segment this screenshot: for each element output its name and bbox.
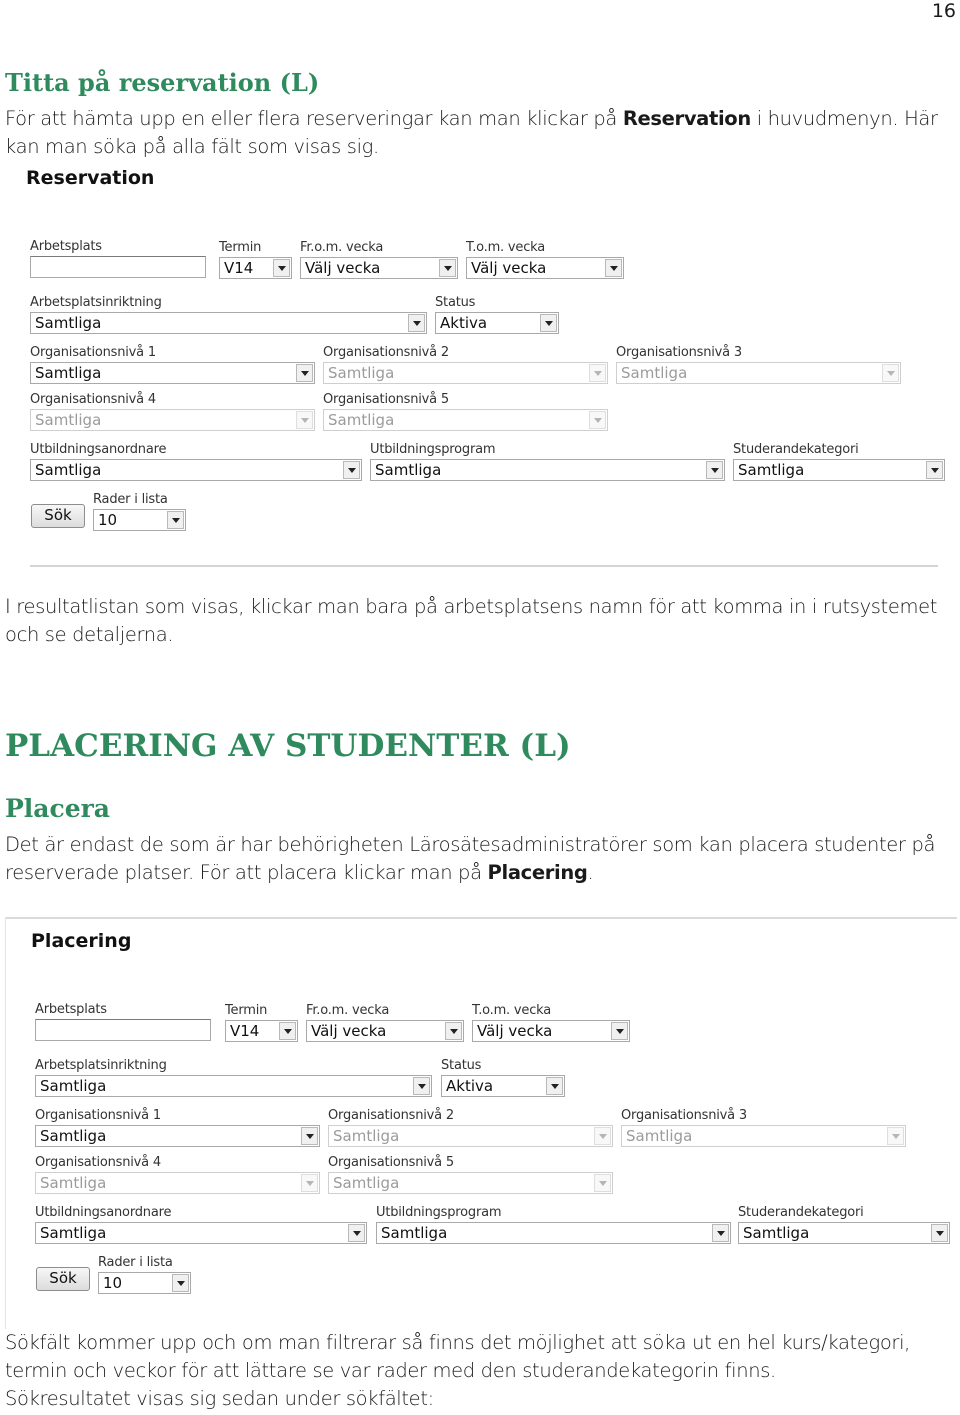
page-number: 16 bbox=[931, 0, 956, 22]
intro-bold: Reservation bbox=[622, 107, 751, 130]
label-org2: Organisationsnivå 2 bbox=[328, 1108, 454, 1123]
subheading-placera: Placera bbox=[5, 794, 110, 823]
rows-select[interactable]: 10 bbox=[93, 509, 186, 531]
label-org4: Organisationsnivå 4 bbox=[30, 392, 156, 407]
termin-select[interactable]: V14 bbox=[225, 1020, 298, 1042]
section-heading-reservation: Titta på reservation (L) bbox=[5, 68, 320, 97]
form-title: Placering bbox=[31, 930, 132, 952]
kategori-select[interactable]: Samtliga bbox=[738, 1222, 950, 1244]
reservation-form-screenshot bbox=[0, 160, 960, 550]
label-inriktning: Arbetsplatsinriktning bbox=[35, 1058, 167, 1073]
org1-select[interactable]: Samtliga bbox=[30, 362, 315, 384]
label-kategori: Studerandekategori bbox=[733, 442, 859, 457]
final-line-2: termin och veckor för att lättare se var rader med den studerandekategorin finns. bbox=[5, 1359, 776, 1382]
label-inriktning: Arbetsplatsinriktning bbox=[30, 295, 162, 310]
inriktning-select[interactable]: Samtliga bbox=[35, 1075, 432, 1097]
chevron-down-icon bbox=[706, 461, 723, 479]
chevron-down-icon bbox=[301, 1127, 318, 1145]
divider bbox=[30, 565, 938, 567]
org4-select[interactable]: Samtliga bbox=[35, 1172, 320, 1194]
org2-select[interactable]: Samtliga bbox=[328, 1125, 613, 1147]
label-to-week: T.o.m. vecka bbox=[472, 1003, 552, 1018]
inriktning-select[interactable]: Samtliga bbox=[30, 312, 427, 334]
final-paragraph bbox=[5, 1329, 955, 1413]
label-org1: Organisationsnivå 1 bbox=[30, 345, 156, 360]
chevron-down-icon bbox=[273, 259, 290, 277]
chevron-down-icon bbox=[589, 364, 606, 382]
org2-select[interactable]: Samtliga bbox=[323, 362, 608, 384]
label-anordnare: Utbildningsanordnare bbox=[35, 1205, 172, 1220]
chevron-down-icon bbox=[343, 461, 360, 479]
label-program: Utbildningsprogram bbox=[370, 442, 496, 457]
chevron-down-icon bbox=[540, 314, 557, 332]
org5-select[interactable]: Samtliga bbox=[323, 409, 608, 431]
label-termin: Termin bbox=[219, 240, 262, 255]
label-status: Status bbox=[435, 295, 476, 310]
arbetsplats-input[interactable] bbox=[30, 256, 206, 278]
placering-form-screenshot bbox=[6, 919, 956, 1324]
chevron-down-icon bbox=[926, 461, 943, 479]
intro-text: För att hämta upp en eller flera reserveringar kan man klickar på bbox=[5, 107, 623, 130]
chevron-down-icon bbox=[594, 1174, 611, 1192]
chevron-down-icon bbox=[882, 364, 899, 382]
intro-bold: Placering bbox=[487, 861, 588, 884]
from-week-select[interactable]: Välj vecka bbox=[306, 1020, 464, 1042]
result-paragraph: I resultatlistan som visas, klickar man bara på arbetsplatsens namn för att komma in i rutsystemet och se detaljerna. bbox=[5, 595, 938, 646]
label-termin: Termin bbox=[225, 1003, 268, 1018]
intro-text-end: . bbox=[587, 861, 594, 884]
intro-paragraph-placering bbox=[5, 831, 955, 887]
label-from-week: Fr.o.m. vecka bbox=[306, 1003, 390, 1018]
form-title: Reservation bbox=[26, 167, 155, 189]
chevron-down-icon bbox=[172, 1274, 189, 1292]
org1-select[interactable]: Samtliga bbox=[35, 1125, 320, 1147]
intro-paragraph-reservation bbox=[5, 105, 955, 161]
chevron-down-icon bbox=[611, 1022, 628, 1040]
chevron-down-icon bbox=[594, 1127, 611, 1145]
chevron-down-icon bbox=[712, 1224, 729, 1242]
section-heading-placering: PLACERING AV STUDENTER (L) bbox=[5, 728, 571, 764]
anordnare-select[interactable]: Samtliga bbox=[30, 459, 362, 481]
org3-select[interactable]: Samtliga bbox=[621, 1125, 906, 1147]
label-status: Status bbox=[441, 1058, 482, 1073]
label-org5: Organisationsnivå 5 bbox=[323, 392, 449, 407]
chevron-down-icon bbox=[605, 259, 622, 277]
org3-select[interactable]: Samtliga bbox=[616, 362, 901, 384]
label-org3: Organisationsnivå 3 bbox=[621, 1108, 747, 1123]
final-line-1: Sökfält kommer upp och om man filtrerar så finns det möjlighet att söka ut en hel kurs/kategori, bbox=[5, 1331, 911, 1354]
chevron-down-icon bbox=[887, 1127, 904, 1145]
to-week-select[interactable]: Välj vecka bbox=[472, 1020, 630, 1042]
program-select[interactable]: Samtliga bbox=[370, 459, 725, 481]
chevron-down-icon bbox=[296, 364, 313, 382]
label-from-week: Fr.o.m. vecka bbox=[300, 240, 384, 255]
rows-select[interactable]: 10 bbox=[98, 1272, 191, 1294]
label-rows: Rader i lista bbox=[93, 492, 168, 507]
org5-select[interactable]: Samtliga bbox=[328, 1172, 613, 1194]
chevron-down-icon bbox=[589, 411, 606, 429]
label-org1: Organisationsnivå 1 bbox=[35, 1108, 161, 1123]
final-line-3: Sökresultatet visas sig sedan under sökfältet: bbox=[5, 1387, 434, 1410]
to-week-select[interactable]: Välj vecka bbox=[466, 257, 624, 279]
label-anordnare: Utbildningsanordnare bbox=[30, 442, 167, 457]
chevron-down-icon bbox=[413, 1077, 430, 1095]
search-button[interactable]: Sök bbox=[31, 504, 85, 528]
chevron-down-icon bbox=[439, 259, 456, 277]
status-select[interactable]: Aktiva bbox=[441, 1075, 565, 1097]
status-select[interactable]: Aktiva bbox=[435, 312, 559, 334]
intro-text: Det är endast de som är har behörigheten Lärosätesadministratörer som kan placera studenter på reserverade platser. För att placera klickar man på bbox=[5, 833, 936, 884]
label-org4: Organisationsnivå 4 bbox=[35, 1155, 161, 1170]
chevron-down-icon bbox=[408, 314, 425, 332]
label-program: Utbildningsprogram bbox=[376, 1205, 502, 1220]
search-button[interactable]: Sök bbox=[36, 1267, 90, 1291]
chevron-down-icon bbox=[348, 1224, 365, 1242]
label-to-week: T.o.m. vecka bbox=[466, 240, 546, 255]
label-arbetsplats: Arbetsplats bbox=[35, 1002, 107, 1017]
chevron-down-icon bbox=[445, 1022, 462, 1040]
program-select[interactable]: Samtliga bbox=[376, 1222, 731, 1244]
chevron-down-icon bbox=[301, 1174, 318, 1192]
kategori-select[interactable]: Samtliga bbox=[733, 459, 945, 481]
termin-select[interactable]: V14 bbox=[219, 257, 292, 279]
anordnare-select[interactable]: Samtliga bbox=[35, 1222, 367, 1244]
intro-text-end: i huvudmenyn. Här kan man söka på alla fält som visas sig. bbox=[5, 107, 938, 158]
from-week-select[interactable]: Välj vecka bbox=[300, 257, 458, 279]
chevron-down-icon bbox=[931, 1224, 948, 1242]
arbetsplats-input[interactable] bbox=[35, 1019, 211, 1041]
label-kategori: Studerandekategori bbox=[738, 1205, 864, 1220]
chevron-down-icon bbox=[546, 1077, 563, 1095]
label-arbetsplats: Arbetsplats bbox=[30, 239, 102, 254]
label-rows: Rader i lista bbox=[98, 1255, 173, 1270]
label-org5: Organisationsnivå 5 bbox=[328, 1155, 454, 1170]
chevron-down-icon bbox=[296, 411, 313, 429]
chevron-down-icon bbox=[167, 511, 184, 529]
chevron-down-icon bbox=[279, 1022, 296, 1040]
label-org2: Organisationsnivå 2 bbox=[323, 345, 449, 360]
label-org3: Organisationsnivå 3 bbox=[616, 345, 742, 360]
org4-select[interactable]: Samtliga bbox=[30, 409, 315, 431]
